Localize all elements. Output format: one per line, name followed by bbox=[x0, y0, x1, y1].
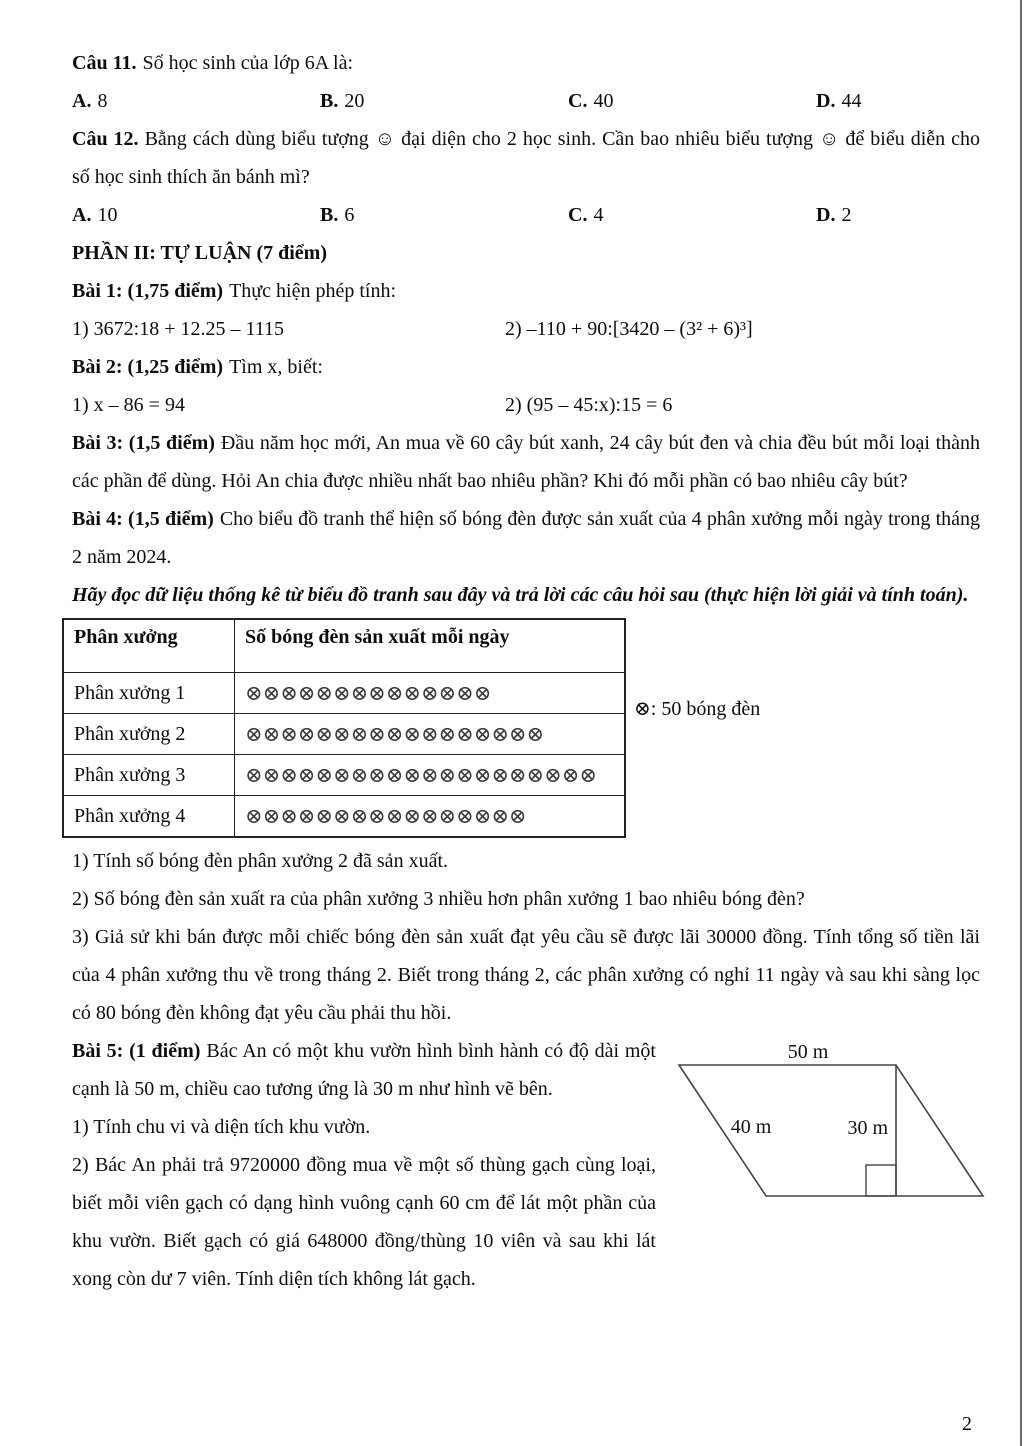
table-row bbox=[63, 714, 625, 755]
pictogram-table-wrap bbox=[62, 618, 980, 838]
question-11-options bbox=[72, 82, 980, 120]
option-d: D. 44 bbox=[816, 90, 862, 112]
question-11-text: Số học sinh của lớp 6A là: bbox=[142, 52, 354, 74]
exercise-4-text: Cho biểu đồ tranh thể hiện số bóng đèn được sản xuất của 4 phân xưởng mỗi ngày trong tháng 2 năm 2024. bbox=[72, 508, 981, 568]
parallelogram-figure bbox=[656, 1034, 1006, 1224]
option-a: A. 8 bbox=[72, 90, 108, 112]
exercise-2-text: Tìm x, biết: bbox=[229, 356, 323, 378]
exercise-2-label: Bài 2: (1,25 điểm) bbox=[72, 356, 224, 378]
table-header-row bbox=[63, 619, 625, 673]
exercise-2-items bbox=[72, 386, 980, 424]
parallelogram-shape bbox=[679, 1065, 983, 1196]
table-row bbox=[63, 755, 625, 796]
option-d: D. 2 bbox=[816, 204, 852, 226]
question-12-text: Bằng cách dùng biểu tượng ☺ đại diện cho 2 học sinh. Cần bao nhiêu biểu tượng ☺ để biểu diễn cho số học sinh thích ăn bánh mì? bbox=[72, 128, 980, 188]
pictogram-symbols: ⊗⊗⊗⊗⊗⊗⊗⊗⊗⊗⊗⊗⊗⊗⊗⊗ bbox=[235, 796, 626, 838]
section-heading: PHẦN II: TỰ LUẬN (7 điểm) bbox=[72, 242, 327, 264]
pictogram-symbols: ⊗⊗⊗⊗⊗⊗⊗⊗⊗⊗⊗⊗⊗⊗⊗⊗⊗ bbox=[235, 714, 626, 755]
right-angle-marker bbox=[866, 1165, 896, 1196]
parallelogram-drawing bbox=[656, 1034, 1006, 1224]
exercise-3-label: Bài 3: (1,5 điểm) bbox=[72, 432, 215, 454]
pictogram-legend: ⊗: 50 bóng đèn bbox=[634, 698, 761, 720]
exercise-5-question-2: 2) Bác An phải trả 9720000 đồng mua về một số thùng gạch cùng loại, biết mỗi viên gạch có dạng hình vuông cạnh 60 cm để lát một phần của khu vườn. Biết gạch có giá 648000 đồng/thùng 10 viên và sau khi lát xong còn dư 7 viên. Tính diện tích không lát gạch. bbox=[72, 1154, 656, 1290]
col-header-workshop: Phân xưởng bbox=[63, 619, 235, 673]
exercise-1-items bbox=[72, 310, 980, 348]
exercise-4-label: Bài 4: (1,5 điểm) bbox=[72, 508, 214, 530]
pictogram-table bbox=[62, 618, 626, 838]
option-b: B. 6 bbox=[320, 204, 355, 226]
pictogram-symbols: ⊗⊗⊗⊗⊗⊗⊗⊗⊗⊗⊗⊗⊗⊗ bbox=[235, 673, 626, 714]
option-c: C. 40 bbox=[568, 90, 614, 112]
exercise-4 bbox=[72, 500, 980, 576]
figure-side-label: 40 m bbox=[730, 1116, 772, 1138]
table-row bbox=[63, 673, 625, 714]
page-number: 2 bbox=[962, 1413, 972, 1435]
exercise-1-item-2: 2) –110 + 90:[3420 – (3² + 6)³] bbox=[505, 318, 753, 340]
exercise-1-text: Thực hiện phép tính: bbox=[229, 280, 397, 302]
row-label: Phân xưởng 1 bbox=[63, 673, 235, 714]
option-b: B. 20 bbox=[320, 90, 365, 112]
option-a: A. 10 bbox=[72, 204, 118, 226]
exercise-5-label: Bài 5: (1 điểm) bbox=[72, 1040, 201, 1062]
col-header-bulbs-per-day: Số bóng đèn sản xuất mỗi ngày bbox=[235, 619, 626, 673]
exercise-3 bbox=[72, 424, 980, 500]
figure-top-label: 50 m bbox=[787, 1041, 829, 1063]
exercise-1-item-1: 1) 3672:18 + 12.25 – 1115 bbox=[72, 318, 285, 340]
exercise-4-question-2: 2) Số bóng đèn sản xuất ra của phân xưởng 3 nhiều hơn phân xưởng 1 bao nhiêu bóng đèn? bbox=[72, 888, 805, 910]
exercise-1 bbox=[72, 272, 980, 310]
question-12 bbox=[72, 120, 980, 196]
table-row bbox=[63, 796, 625, 838]
exercise-4-note: Hãy đọc dữ liệu thống kê từ biểu đồ tranh sau đây và trả lời các câu hỏi sau (thực hiện lời giải và tính toán). bbox=[72, 584, 969, 606]
option-c: C. 4 bbox=[568, 204, 604, 226]
exercise-4-question-1: 1) Tính số bóng đèn phân xưởng 2 đã sản xuất. bbox=[72, 850, 448, 872]
exercise-2-item-2: 2) (95 – 45:x):15 = 6 bbox=[505, 394, 673, 416]
pictogram-symbols: ⊗⊗⊗⊗⊗⊗⊗⊗⊗⊗⊗⊗⊗⊗⊗⊗⊗⊗⊗⊗ bbox=[235, 755, 626, 796]
scan-edge-line bbox=[1020, 0, 1022, 1446]
figure-height-label: 30 m bbox=[847, 1117, 888, 1139]
exercise-1-label: Bài 1: (1,75 điểm) bbox=[72, 280, 224, 302]
exercise-4-question-3: 3) Giả sử khi bán được mỗi chiếc bóng đèn sản xuất đạt yêu cầu sẽ được lãi 30000 đồng. Tính tổng số tiền lãi của 4 phân xưởng thu về trong tháng 2. Biết trong tháng 2, các phân xưởng có nghỉ 11 ngày và sau khi sàng lọc có 80 bóng đèn không đạt yêu cầu phải thu hồi. bbox=[72, 926, 980, 1024]
exercise-5-question-1: 1) Tính chu vi và diện tích khu vườn. bbox=[72, 1116, 371, 1138]
exercise-2-item-1: 1) x – 86 = 94 bbox=[72, 394, 185, 416]
question-12-options bbox=[72, 196, 980, 234]
exercise-3-text: Đầu năm học mới, An mua về 60 cây bút xanh, 24 cây bút đen và chia đều bút mỗi loại thành các phần để dùng. Hỏi An chia được nhiều nhất bao nhiêu phần? Khi đó mỗi phần có bao nhiêu cây bút? bbox=[72, 432, 981, 492]
question-11 bbox=[72, 44, 980, 82]
row-label: Phân xưởng 3 bbox=[63, 755, 235, 796]
exercise-2 bbox=[72, 348, 980, 386]
row-label: Phân xưởng 4 bbox=[63, 796, 235, 838]
row-label: Phân xưởng 2 bbox=[63, 714, 235, 755]
question-11-label: Câu 11. bbox=[72, 52, 137, 74]
exercise-5-text: Bác An có một khu vườn hình bình hành có độ dài một cạnh là 50 m, chiều cao tương ứng là 30 m như hình vẽ bên. bbox=[72, 1040, 656, 1100]
question-12-label: Câu 12. bbox=[72, 128, 139, 150]
